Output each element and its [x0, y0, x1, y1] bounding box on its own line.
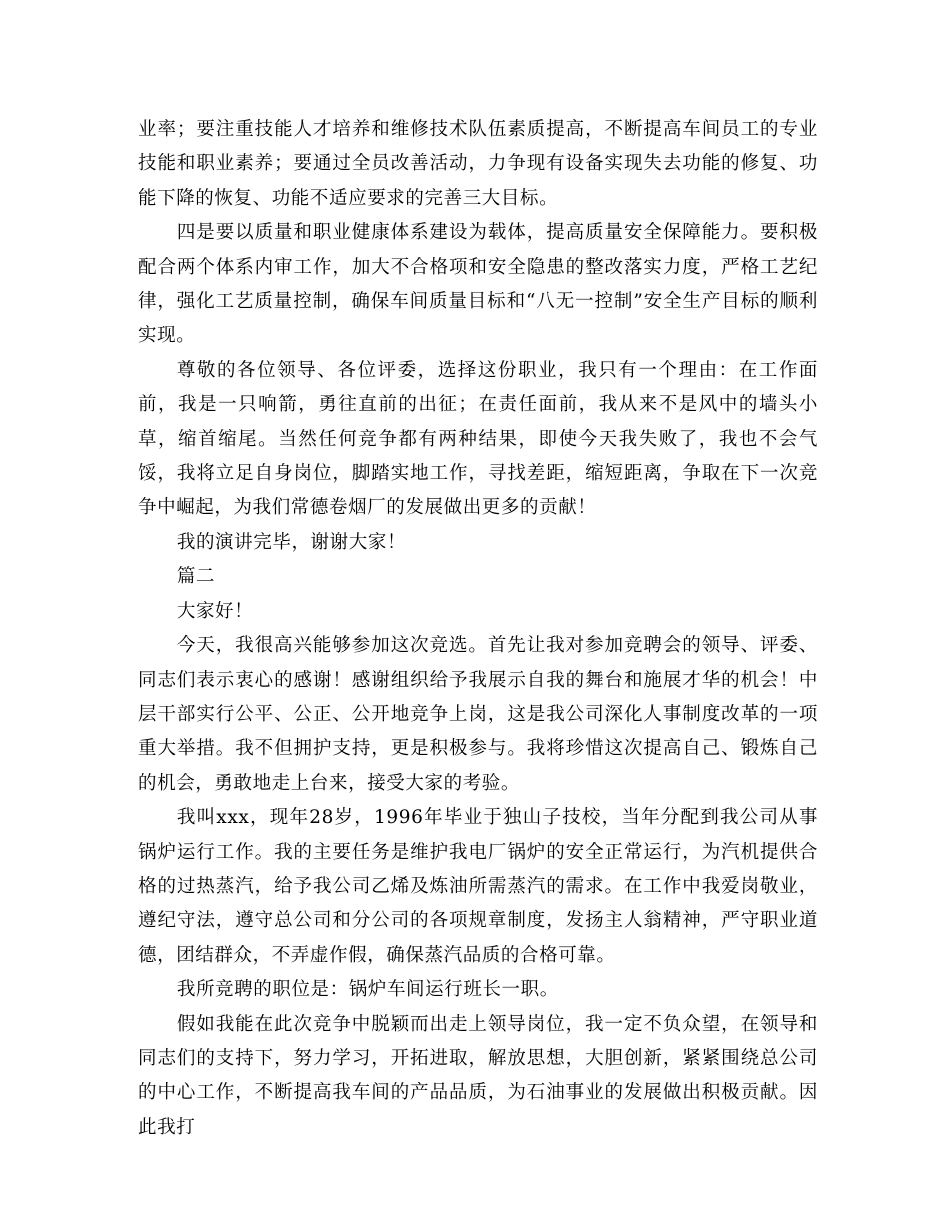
- document-body: [138, 113, 818, 1145]
- paragraph-greeting: 大家好！: [176, 600, 254, 622]
- paragraph-thanks: 我的演讲完毕，谢谢大家！: [176, 531, 407, 553]
- paragraph-closing-statement: 尊敬的各位领导、各位评委，选择这份职业，我只有一个理由：在工作面前，我是一只响箭，勇往直前的出征；在责任面前，我从来不是风中的墙头小草，缩首缩尾。当然任何竞争都有两种结果，即使今天我失败了，我也不会气馁，我将立足自身岗位，脚踏实地工作，寻找差距，缩短距离，争取在下一次竞争中崛起，为我们常德卷烟厂的发展做出更多的贡献！: [138, 359, 818, 519]
- paragraph-self-introduction: 我叫xxx，现年28岁，1996年毕业于独山子技校，当年分配到我公司从事锅炉运行工作。我的主要任务是维护我电厂锅炉的安全正常运行，为汽机提供合格的过热蒸汽，给予我公司乙烯及炼油所需蒸汽的需求。在工作中我爱岗敬业，遵纪守法，遵守总公司和分公司的各项规章制度，发扬主人翁精神，严守职业道德，团结群众，不弄虚作假，确保蒸汽品质的合格可靠。: [138, 807, 818, 966]
- paragraph-point-four: 四是要以质量和职业健康体系建设为载体，提高质量安全保障能力。要积极配合两个体系内审工作，加大不合格项和安全隐患的整改落实力度，严格工艺纪律，强化工艺质量控制，确保车间质量目标和“八无一控制”安全生产目标的顺利实现。: [138, 222, 818, 347]
- paragraph-commitment: 假如我能在此次竞争中脱颖而出走上领导岗位，我一定不负众望，在领导和同志们的支持下，努力学习，开拓进取，解放思想，大胆创新，紧紧围绕总公司的中心工作，不断提高我车间的产品品质，为石油事业的发展做出积极贡献。因此我打: [138, 1013, 818, 1138]
- paragraph-introduction: 今天，我很高兴能够参加这次竞选。首先让我对参加竞聘会的领导、评委、同志们表示衷心的感谢！感谢组织给予我展示自我的舞台和施展才华的机会！中层干部实行公平、公正、公开地竞争上岗，这是我公司深化人事制度改革的一项重大举措。我不但拥护支持，更是积极参与。我将珍惜这次提高自己、锻炼自己的机会，勇敢地走上台来，接受大家的考验。: [138, 635, 818, 794]
- paragraph-continuation: 业率；要注重技能人才培养和维修技术队伍素质提高，不断提高车间员工的专业技能和职业素养；要通过全员改善活动，力争现有设备实现失去功能的修复、功能下降的恢复、功能不适应要求的完善三大目标。: [138, 119, 818, 209]
- section-heading: 篇二: [176, 566, 216, 588]
- paragraph-position: 我所竞聘的职位是：锅炉车间运行班长一职。: [176, 979, 559, 1001]
